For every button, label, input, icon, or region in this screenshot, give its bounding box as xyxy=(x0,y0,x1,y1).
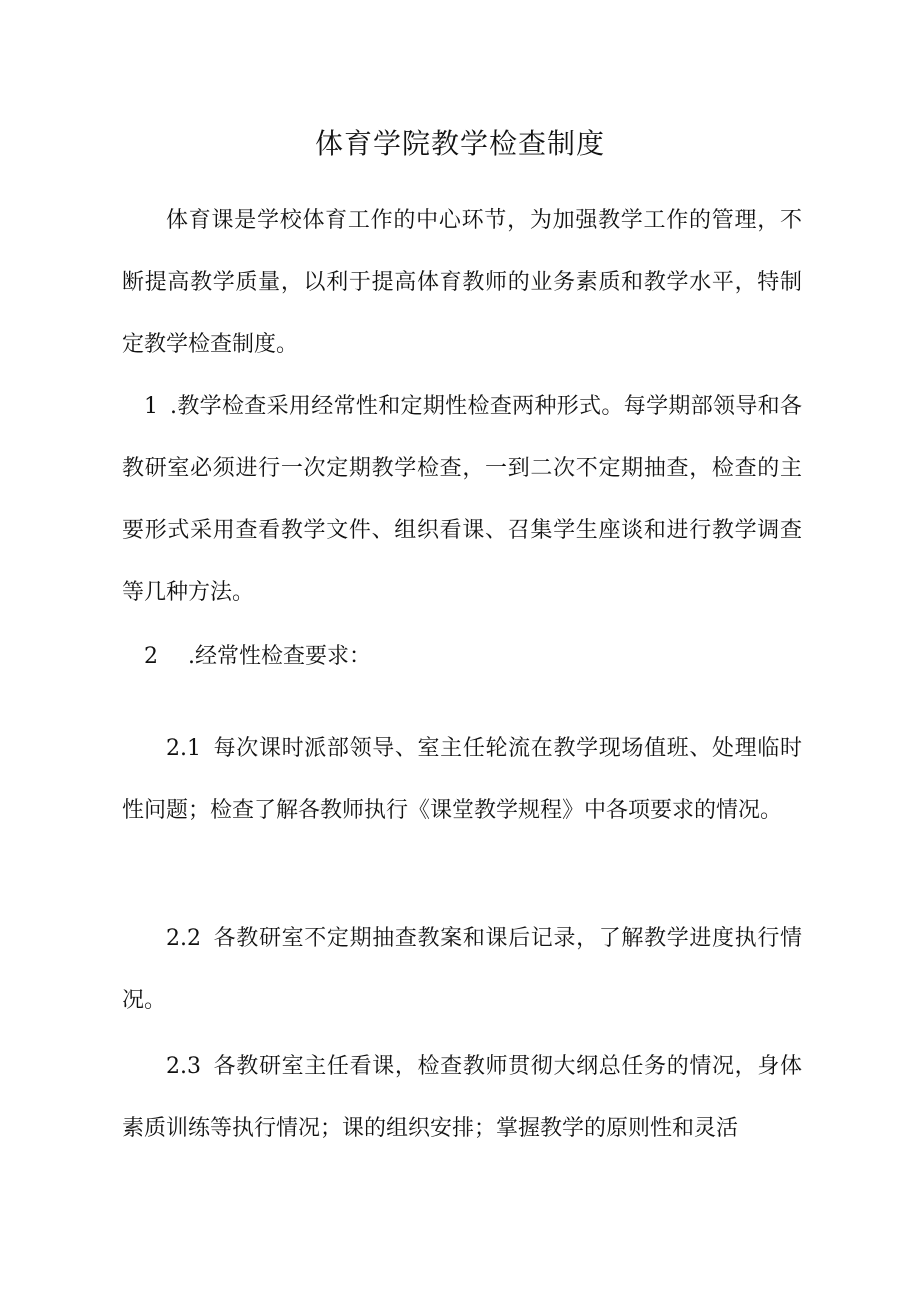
document-title: 体育学院教学检查制度 xyxy=(314,127,605,160)
item-2-3-number: 2.3 xyxy=(166,1054,201,1079)
item-2-1-text: 每次课时派部领导、室主任轮流在教学现场值班、处理临时性问题；检查了解各教师执行《课堂教学规程》中各项要求的情况。 xyxy=(122,736,802,823)
item-2-text: .经常性检查要求： xyxy=(188,644,371,669)
item-2-number: 2 xyxy=(144,644,158,669)
item-2-paragraph xyxy=(122,626,802,688)
item-2-1-paragraph xyxy=(122,718,802,842)
item-1-number: 1 xyxy=(144,394,158,419)
item-2-2-text: 各教研室不定期抽查教案和课后记录，了解教学进度执行情况。 xyxy=(122,926,802,1013)
item-2-3-text: 各教研室主任看课，检查教师贯彻大纲总任务的情况，身体素质训练等执行情况；课的组织安排；掌握教学的原则性和灵活 xyxy=(122,1054,802,1141)
item-1-paragraph xyxy=(122,376,802,624)
item-2-2-paragraph xyxy=(122,908,802,1032)
item-2-1-number: 2.1 xyxy=(166,736,201,761)
intro-paragraph: 体育课是学校体育工作的中心环节，为加强教学工作的管理，不断提高教学质量，以利于提高体育教师的业务素质和教学水平，特制定教学检查制度。 xyxy=(122,208,802,357)
item-2-2-number: 2.2 xyxy=(166,926,201,951)
item-2-3-paragraph xyxy=(122,1036,802,1160)
item-1-text: .教学检查采用经常性和定期性检查两种形式。每学期部领导和各教研室必须进行一次定期教学检查，一到二次不定期抽查，检查的主要形式采用查看教学文件、组织看课、召集学生座谈和进行教学调查等几种方法。 xyxy=(122,394,802,605)
